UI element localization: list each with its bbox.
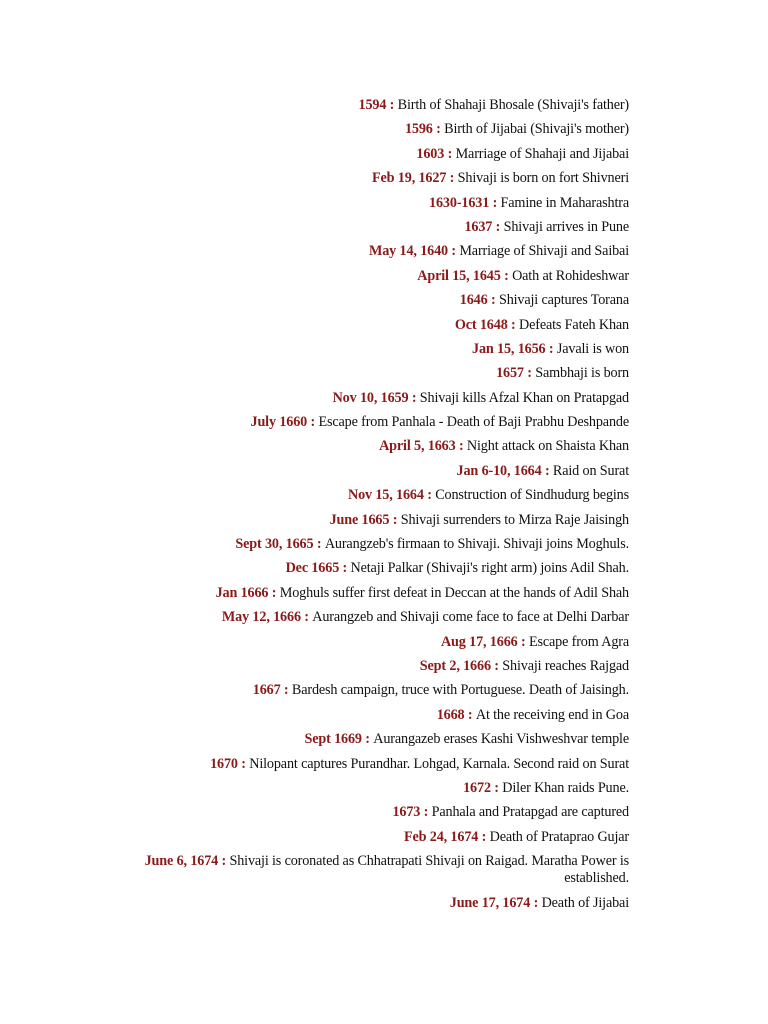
entry-separator: : — [487, 292, 499, 309]
timeline-entry — [129, 365, 629, 382]
timeline-entry — [129, 634, 629, 651]
entry-separator: : — [464, 706, 476, 723]
entry-date: June 17, 1674 — [449, 894, 531, 911]
timeline-entry — [129, 243, 629, 260]
entry-date: 1646 — [459, 292, 488, 309]
entry-text: Shivaji kills Afzal Khan on Pratapgad — [419, 389, 629, 406]
timeline-entry — [129, 414, 629, 431]
entry-date: June 6, 1674 — [144, 853, 219, 870]
timeline-entry — [129, 438, 629, 455]
entry-separator: : — [444, 145, 456, 162]
timeline-entry — [129, 317, 629, 334]
entry-date: July 1660 — [250, 414, 308, 431]
entry-date: Nov 10, 1659 — [332, 389, 409, 406]
timeline-entry — [129, 585, 629, 602]
timeline-entry — [129, 658, 629, 675]
entry-date: 1668 — [436, 706, 465, 723]
entry-date: Dec 1665 — [285, 560, 340, 577]
entry-text: Aurangzeb and Shivaji come face to face at Delhi Darbar — [312, 609, 629, 626]
entry-text: Moghuls suffer first defeat in Deccan at the hands of Adil Shah — [279, 584, 629, 601]
entry-separator: : — [361, 731, 374, 748]
entry-date: April 15, 1645 — [417, 267, 501, 284]
entry-date: Sept 30, 1665 — [235, 536, 314, 553]
timeline-entry — [129, 853, 629, 887]
entry-separator: : — [541, 462, 553, 479]
entry-separator: : — [446, 170, 458, 187]
entry-date: Jan 15, 1656 — [472, 340, 546, 357]
entry-text: Bardesh campaign, truce with Portuguese. Death of Jaisingh. — [291, 682, 629, 699]
entry-text: Shivaji surrenders to Mirza Raje Jaisingh — [400, 511, 629, 528]
entry-text: Nilopant captures Purandhar. Lohgad, Karnala. Second raid on Surat — [249, 755, 629, 772]
timeline-entry — [129, 390, 629, 407]
entry-text: Aurangazeb erases Kashi Vishweshvar temple — [373, 731, 629, 748]
timeline-entry — [129, 195, 629, 212]
timeline-entry — [129, 780, 629, 797]
entry-date: Aug 17, 1666 — [440, 633, 518, 650]
entry-date: Oct 1648 — [454, 316, 508, 333]
timeline-entry — [129, 121, 629, 138]
entry-separator: : — [517, 633, 529, 650]
entry-date: 1603 — [416, 145, 445, 162]
entry-text: Famine in Maharashtra — [500, 194, 629, 211]
entry-date: Nov 15, 1664 — [347, 487, 424, 504]
entry-text: Shivaji captures Torana — [498, 292, 629, 309]
timeline-entry — [129, 560, 629, 577]
timeline-entry — [129, 463, 629, 480]
entry-text: Javali is won — [556, 340, 629, 357]
entry-separator: : — [300, 609, 313, 626]
entry-date: Jan 6-10, 1664 — [456, 462, 542, 479]
timeline-entry — [129, 682, 629, 699]
entry-date: 1630-1631 — [429, 194, 490, 211]
entry-separator: : — [489, 194, 501, 211]
entry-date: 1637 — [464, 218, 493, 235]
timeline-entry — [129, 536, 629, 553]
entry-date: Feb 19, 1627 — [372, 170, 447, 187]
entry-separator: : — [237, 755, 250, 772]
entry-separator: : — [490, 779, 503, 796]
entry-text: Marriage of Shivaji and Saibai — [459, 243, 629, 260]
entry-date: May 14, 1640 — [368, 243, 448, 260]
entry-separator: : — [490, 657, 503, 674]
timeline-entry — [129, 170, 629, 187]
entry-date: Jan 1666 — [215, 584, 269, 601]
entry-date: 1670 — [210, 755, 238, 772]
entry-separator: : — [280, 682, 292, 699]
timeline-entry — [129, 97, 629, 114]
entry-text: Night attack on Shaista Khan — [466, 438, 629, 455]
timeline-entry — [129, 341, 629, 358]
entry-separator: : — [408, 389, 420, 406]
entry-text: Construction of Sindhudurg begins — [435, 487, 629, 504]
timeline-entry — [129, 756, 629, 773]
entry-text: Shivaji reaches Rajgad — [502, 657, 629, 674]
entry-date: Sept 1669 — [304, 731, 362, 748]
entry-text: Death of Jijabai — [541, 894, 629, 911]
entry-text: Aurangzeb's firmaan to Shivaji. Shivaji joins Moghuls. — [324, 536, 629, 553]
entry-separator: : — [339, 560, 351, 577]
entry-separator: : — [492, 218, 504, 235]
entry-separator: : — [545, 340, 557, 357]
entry-separator: : — [500, 267, 513, 284]
entry-text: Diler Khan raids Pune. — [502, 779, 629, 796]
entry-text: Raid on Surat — [552, 462, 629, 479]
entry-date: May 12, 1666 — [221, 609, 301, 626]
timeline-entry — [129, 292, 629, 309]
entry-separator: : — [455, 438, 467, 455]
entry-date: 1672 — [463, 779, 491, 796]
entry-date: 1673 — [392, 804, 421, 821]
timeline-entry — [129, 512, 629, 529]
entry-text: Oath at Rohideshwar — [512, 267, 629, 284]
timeline-entry — [129, 895, 629, 912]
entry-text: Panhala and Pratapgad are captured — [431, 804, 629, 821]
timeline-entry — [129, 707, 629, 724]
entry-text: Sambhaji is born — [535, 365, 629, 382]
entry-separator: : — [307, 414, 319, 431]
entry-text: At the receiving end in Goa — [475, 706, 629, 723]
entry-date: Sept 2, 1666 — [419, 657, 491, 674]
timeline-entry — [129, 487, 629, 504]
entry-text: Birth of Shahaji Bhosale (Shivaji's father) — [397, 97, 629, 113]
entry-date: 1596 — [404, 121, 433, 138]
timeline-entry — [129, 146, 629, 163]
entry-text: Death of Prataprao Gujar — [489, 828, 629, 845]
entry-text: Defeats Fateh Khan — [519, 316, 629, 333]
timeline-entry — [129, 829, 629, 846]
entry-date: 1594 — [358, 97, 387, 113]
entry-text: Marriage of Shahaji and Jijabai — [455, 145, 629, 162]
entry-separator: : — [530, 894, 542, 911]
entry-separator: : — [507, 316, 520, 333]
entry-date: 1667 — [252, 682, 281, 699]
entry-separator: : — [218, 853, 230, 870]
entry-date: Feb 24, 1674 — [403, 828, 479, 845]
entry-text: Netaji Palkar (Shivaji's right arm) joins Adil Shah. — [350, 560, 629, 577]
entry-separator: : — [423, 487, 436, 504]
entry-separator: : — [386, 97, 398, 113]
entry-text: Birth of Jijabai (Shivaji's mother) — [444, 121, 629, 138]
entry-date: April 5, 1663 — [379, 438, 456, 455]
entry-separator: : — [313, 536, 325, 553]
entry-separator: : — [268, 584, 280, 601]
entry-text: Shivaji arrives in Pune — [503, 218, 629, 235]
entry-separator: : — [523, 365, 536, 382]
entry-separator: : — [478, 828, 490, 845]
timeline-list — [129, 97, 629, 919]
entry-text: Shivaji is born on fort Shivneri — [457, 170, 629, 187]
entry-text: Shivaji is coronated as Chhatrapati Shivaji on Raigad. Maratha Power is established. — [229, 853, 629, 887]
entry-date: 1657 — [496, 365, 524, 382]
entry-date: June 1665 — [329, 511, 390, 528]
entry-separator: : — [432, 121, 445, 138]
timeline-entry — [129, 268, 629, 285]
entry-text: Escape from Panhala - Death of Baji Prabhu Deshpande — [318, 414, 629, 431]
entry-separator: : — [447, 243, 460, 260]
entry-text: Escape from Agra — [528, 633, 629, 650]
entry-separator: : — [389, 511, 401, 528]
timeline-entry — [129, 804, 629, 821]
timeline-entry — [129, 609, 629, 626]
timeline-entry — [129, 219, 629, 236]
entry-separator: : — [420, 804, 432, 821]
timeline-entry — [129, 731, 629, 748]
